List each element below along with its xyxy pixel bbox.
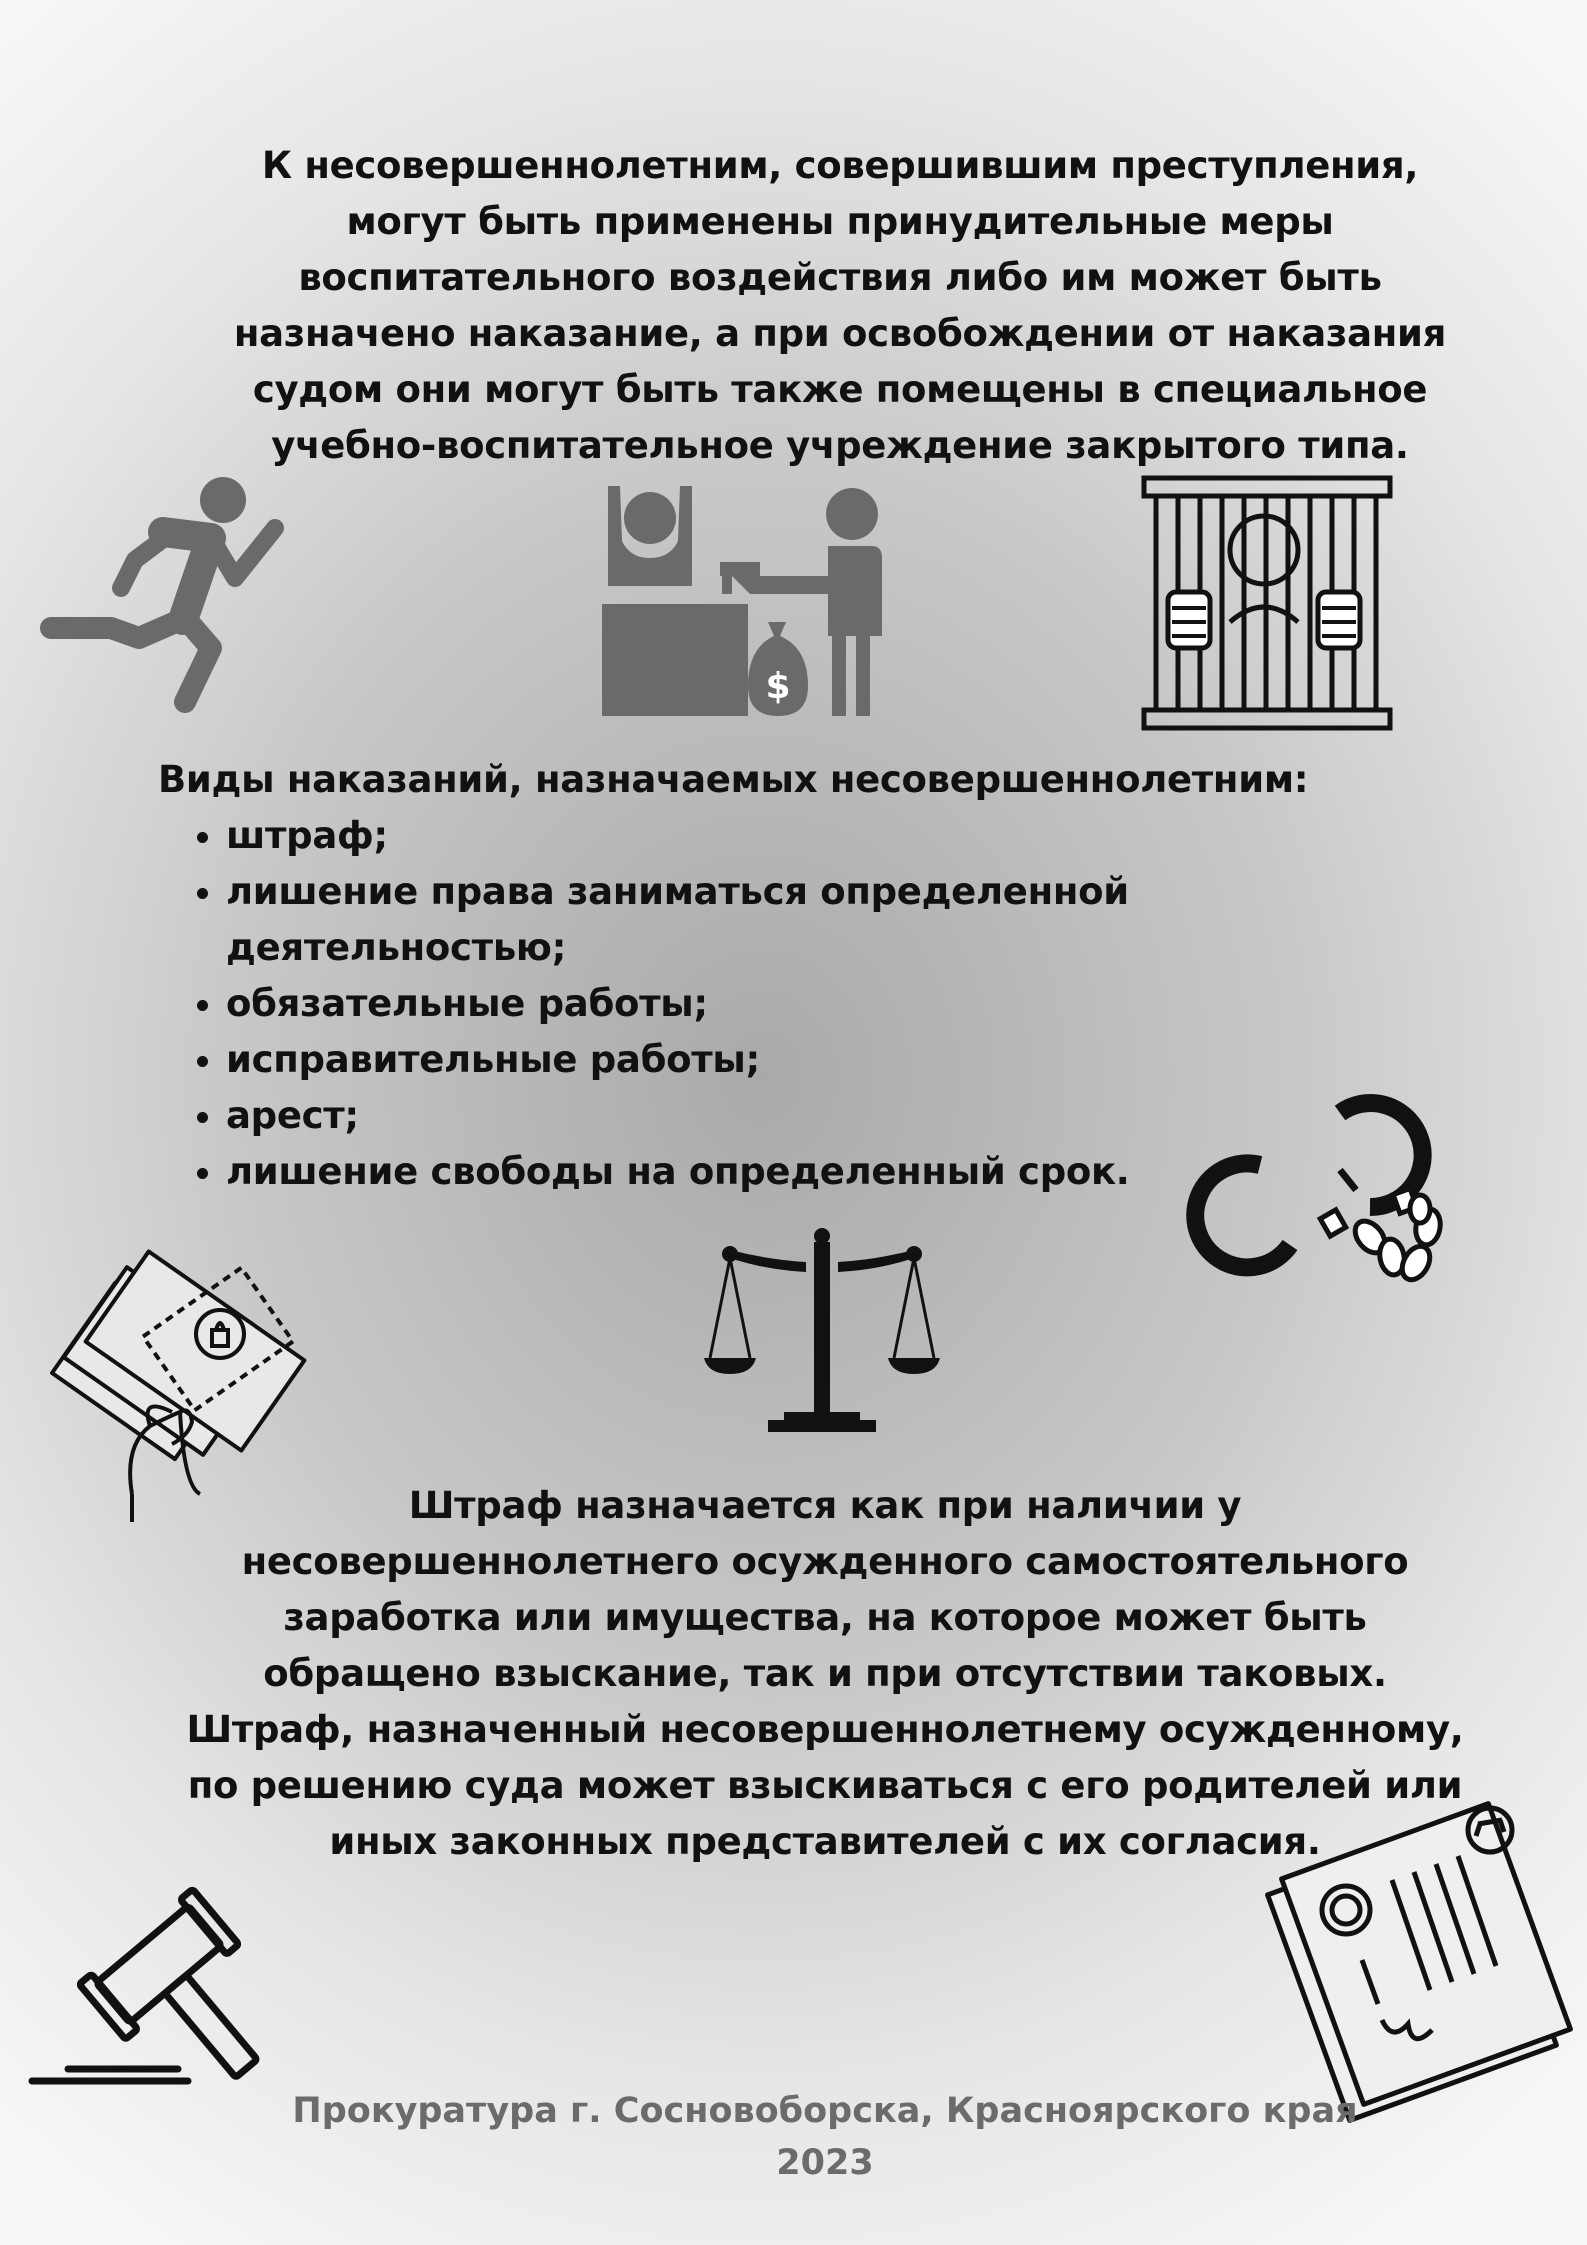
footer — [200, 2085, 1450, 2189]
legal-document-icon — [1262, 1780, 1582, 2120]
running-man-icon — [35, 470, 285, 710]
fine-line: обращено взыскание, так и при отсутствии таковых. — [263, 1652, 1387, 1695]
intro-paragraph — [180, 138, 1500, 474]
intro-line: К несовершеннолетним, совершившим преступления, — [261, 144, 1419, 187]
fine-line: несовершеннолетнего осужденного самостоятельного — [241, 1540, 1409, 1583]
intro-line: судом они могут быть также помещены в специальное — [252, 368, 1428, 411]
list-item: • лишение права заниматься определенной деятельностью; — [226, 864, 1286, 976]
handcuffs-icon — [1220, 1095, 1470, 1315]
fine-line: Штраф назначается как при наличии у — [408, 1484, 1242, 1527]
intro-line: назначено наказание, а при освобождении от наказания — [233, 312, 1447, 355]
robbery-icon — [600, 486, 885, 718]
intro-line: учебно-воспитательное учреждение закрытого типа. — [271, 424, 1409, 467]
list-item: • штраф; — [226, 808, 1498, 864]
fine-line: заработка или имущества, на которое может быть — [283, 1596, 1367, 1639]
fine-line: по решению суда может взыскиваться с его родителей или — [187, 1764, 1463, 1807]
footer-year: 2023 — [776, 2143, 874, 2183]
prison-bars-icon — [1138, 472, 1396, 734]
list-item: • исправительные работы; — [226, 1032, 1498, 1088]
list-item: • лишение свободы на определенный срок. — [226, 1144, 1498, 1200]
punishments-heading: Виды наказаний, назначаемых несовершеннолетним: — [158, 758, 1309, 801]
fine-line: Штраф, назначенный несовершеннолетнему осужденному, — [186, 1708, 1464, 1751]
list-item: • обязательные работы; — [226, 976, 1498, 1032]
footer-organization: Прокуратура г. Сосновоборска, Красноярского края — [292, 2091, 1358, 2131]
scales-icon — [710, 1228, 942, 1434]
intro-line: воспитательного воздействия либо им может быть — [298, 256, 1382, 299]
svg-text:$: $ — [765, 666, 791, 707]
intro-line: могут быть применены принудительные меры — [346, 200, 1334, 243]
gavel-icon — [28, 1895, 298, 2095]
list-item: • арест; — [226, 1088, 1498, 1144]
fine-line: иных законных представителей с их согласия. — [329, 1820, 1321, 1863]
